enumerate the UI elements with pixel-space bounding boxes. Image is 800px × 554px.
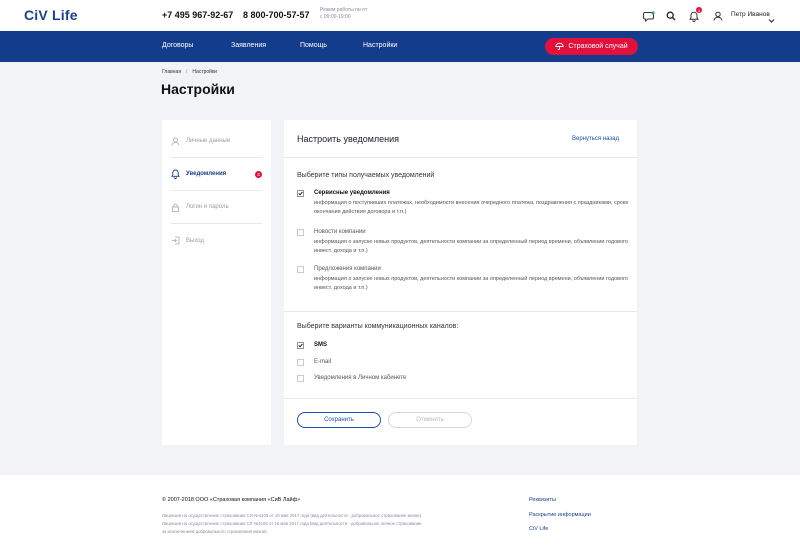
nav-item-applications[interactable]: Заявления [231, 42, 267, 49]
copyright: © 2007-2018 ООО «Страховая компания «СиВ Лайф» [162, 497, 301, 503]
user-icon [171, 137, 180, 146]
notifications-count-badge: 3 [255, 171, 262, 178]
checkbox-company-news[interactable] [297, 229, 304, 236]
lock-icon [171, 203, 180, 212]
option-description: информация о запуске новых продуктов, деятельности компании за определенный период времени, объявлении годового инвест. дохода и т.п.) [314, 239, 628, 254]
nav-item-help[interactable]: Помощь [300, 42, 328, 49]
sidebar-item-login-password[interactable] [171, 191, 262, 224]
working-hours [320, 7, 367, 21]
footer [0, 475, 800, 554]
checkbox-company-offers[interactable] [297, 266, 304, 273]
footer-link-civ-life[interactable]: CiV Life [529, 526, 549, 532]
top-bar [0, 0, 800, 31]
sidebar-item-label: Выход [186, 237, 204, 244]
license-text [162, 512, 423, 536]
notifications-badge: 3 [697, 7, 701, 13]
user-avatar-icon[interactable] [711, 9, 725, 23]
license-line: Лицензия на осуществление страхования СИ №4105 от 19 мая 2017 года (вид деятельности - добровольное страхование жизни). [162, 513, 423, 518]
checkmark-icon [298, 191, 303, 196]
breadcrumb [162, 69, 217, 75]
breadcrumb-home[interactable]: Главная [162, 69, 182, 75]
notification-types-section [284, 158, 637, 312]
page-title: Настройки [161, 81, 235, 97]
bell-icon [171, 170, 180, 179]
breadcrumb-separator: / [186, 69, 188, 75]
checkbox-service-notifications[interactable] [297, 190, 304, 197]
option-label: SMS [314, 342, 328, 348]
option-label: Новости компании [314, 229, 366, 235]
breadcrumb-current: Настройки [192, 69, 217, 75]
working-hours-time: с 09:00-19:00 [320, 14, 351, 20]
sidebar-item-label: Личные данные [186, 138, 231, 144]
license-line: за исключением добровольного страхования жизни). [162, 529, 268, 534]
license-line: Лицензия на осуществление страхования СЛ №4105 от 19 мая 2017 года (вид деятельности - добровольное личное страхование, [162, 521, 423, 526]
checkbox-cabinet-notifications[interactable] [297, 375, 304, 382]
section-title-types: Выберите типы получаемых уведомлений [297, 172, 435, 179]
chevron-down-icon[interactable] [768, 11, 775, 29]
communication-channels-section [284, 312, 637, 399]
checkmark-icon [298, 343, 303, 348]
option-label: E-mail [314, 359, 332, 365]
footer-link-disclosure[interactable]: Раскрытие информации [529, 512, 591, 518]
phone-number-2[interactable]: 8 800-700-57-57 [243, 10, 310, 20]
nav-item-settings[interactable]: Настройки [363, 42, 398, 49]
bell-icon[interactable] [687, 9, 701, 23]
option-description: информация о запуске новых продуктов, деятельности компании за определенный период времени, объявлении годового инвест. дохода и т.п.) [314, 276, 628, 291]
card-title: Настроить уведомления [297, 134, 400, 144]
footer-link-requisites[interactable]: Реквизиты [529, 497, 556, 503]
sidebar-item-notifications[interactable] [171, 158, 262, 191]
phone-number-1[interactable]: +7 495 967-92-67 [162, 10, 234, 20]
working-hours-days: Режим работы пн-пт [320, 7, 368, 13]
section-title-channels: Выберите варианты коммуникационных каналов: [297, 323, 459, 330]
logout-icon [171, 236, 180, 245]
chat-icon[interactable] [642, 9, 656, 23]
umbrella-icon [555, 42, 564, 52]
insurance-case-label: Страховой случай [568, 43, 628, 50]
notification-settings-card [284, 120, 637, 445]
user-name[interactable]: Петр Иванов [731, 11, 770, 18]
nav-item-contracts[interactable]: Договоры [162, 42, 194, 49]
logo[interactable]: CiV Life [24, 7, 78, 23]
checkbox-email[interactable] [297, 359, 304, 366]
cancel-button[interactable]: Отменить [388, 412, 472, 428]
save-button[interactable]: Сохранить [297, 412, 381, 428]
back-link[interactable]: Вернуться назад [572, 136, 619, 142]
sidebar-item-personal-data[interactable] [171, 125, 262, 158]
option-label: Сервисные уведомления [314, 190, 390, 196]
card-header [284, 120, 637, 158]
search-icon[interactable] [664, 9, 678, 23]
checkbox-sms[interactable] [297, 342, 304, 349]
settings-sidebar [162, 120, 271, 445]
option-label: Уведомления в Личном кабинете [314, 375, 407, 381]
insurance-case-button[interactable] [545, 38, 638, 55]
option-label: Предложения компании [314, 266, 381, 272]
sidebar-item-logout[interactable] [171, 224, 262, 257]
sidebar-item-label: Логин и пароль [186, 204, 229, 210]
main-nav [0, 31, 800, 62]
option-description: информация о поступивших платежах, необходимости внесения очередного платежа, поздравления с праздниками, сроке окончания действия договора и т.п.) [314, 200, 629, 215]
sidebar-item-label: Уведомления [186, 171, 227, 177]
